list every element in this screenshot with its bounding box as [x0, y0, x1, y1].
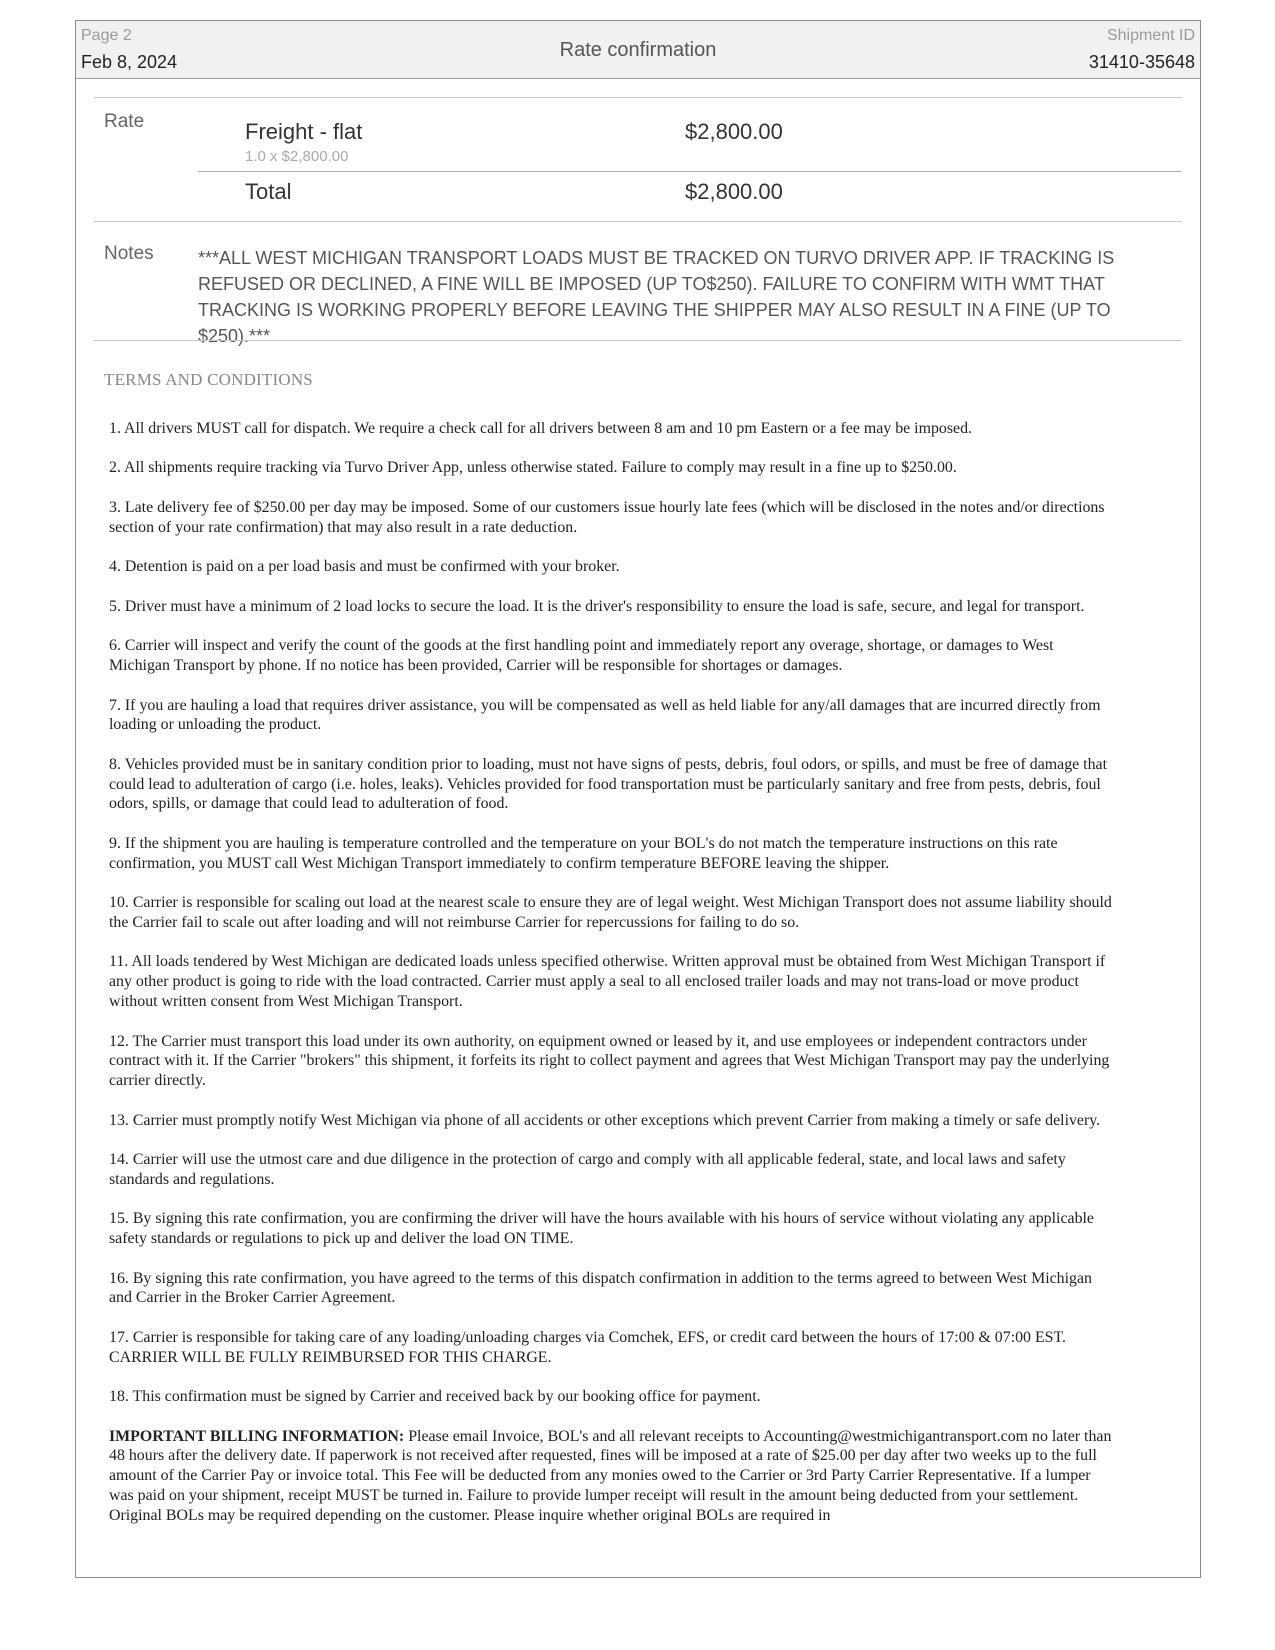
rate-confirmation-page	[75, 20, 1201, 1578]
rate-item-calc: 1.0 x $2,800.00	[245, 148, 349, 165]
total-label: Total	[245, 179, 292, 204]
term-item: 12. The Carrier must transport this load under its own authority, on equipment owned or leased by it, and use employees or independent contractors under contract with it. If the Carrier "brokers" this shipment, it forfeits its right to collect payment and agrees that West Michigan Transport may pay the underlying carrier directly.	[109, 1032, 1110, 1090]
total-amount: $2,800.00	[685, 179, 783, 204]
rate-label: Rate	[104, 111, 145, 132]
shipment-id-label: Shipment ID	[1106, 27, 1195, 44]
term-item: 15. By signing this rate confirmation, you are confirming the driver will have the hours available with his hours of service without violating any applicable safety standards or regulations to pick up and deliver the load ON TIME.	[109, 1210, 1094, 1248]
rate-item-name: Freight - flat	[245, 119, 363, 144]
terms-list	[109, 419, 1114, 1545]
divider	[94, 221, 1182, 222]
document-date: Feb 8, 2024	[81, 52, 178, 72]
notes-text: ***ALL WEST MICHIGAN TRANSPORT LOADS MUST BE TRACKED ON TURVO DRIVER APP. IF TRACKING IS REFUSED OR DECLINED, A FINE WILL BE IMPOSED (UP TO$250). FAILURE TO CONFIRM WITH WMT THAT TRACKING IS WORKING PROPERLY BEFORE LEAVING THE SHIPPER MAY ALSO RESULT IN A FINE (UP TO $250).***	[198, 248, 1115, 346]
page-header	[76, 21, 1200, 79]
billing-info-label: IMPORTANT BILLING INFORMATION:	[109, 1427, 405, 1445]
term-item: 1. All drivers MUST call for dispatch. We require a check call for all drivers between 8 am and 10 pm Eastern or a fee may be imposed.	[109, 420, 973, 437]
divider	[94, 97, 1182, 98]
shipment-id-value: 31410-35648	[1088, 52, 1195, 72]
term-item: 7. If you are hauling a load that requires driver assistance, you will be compensated as well as held liable for any/all damages that are incurred directly from loading or unloading the product.	[109, 696, 1101, 734]
notes-label: Notes	[104, 243, 154, 264]
term-item: 10. Carrier is responsible for scaling out load at the nearest scale to ensure they are of legal weight. West Michigan Transport does not assume liability should the Carrier fail to scale out after loading and will not reimburse Carrier for repercussions for failing to do so.	[109, 894, 1112, 931]
term-item: 9. If the shipment you are hauling is temperature controlled and the temperature on your BOL's do not match the temperature instructions on this rate confirmation, you MUST call West Michigan Transport immediately to confirm temperature BEFORE leaving the shipper.	[109, 834, 1058, 872]
term-item: 16. By signing this rate confirmation, you have agreed to the terms of this dispatch confirmation in addition to the terms agreed to between West Michigan and Carrier in the Broker Carrier Agreement.	[109, 1269, 1092, 1307]
term-item: 14. Carrier will use the utmost care and due diligence in the protection of cargo and comply with all applicable federal, state, and local laws and safety standards and regulations.	[109, 1151, 1066, 1188]
rate-item-amount: $2,800.00	[685, 119, 783, 144]
terms-heading: TERMS AND CONDITIONS	[104, 370, 313, 389]
term-item: 11. All loads tendered by West Michigan are dedicated loads unless specified otherwise. Written approval must be obtained from West Michigan Transport if any other product is going to ride with the load contracted. Carrier must apply a seal to all enclosed trailer loads and may not trans-load or move product without written consent from West Michigan Transport.	[109, 953, 1106, 1011]
term-item: 5. Driver must have a minimum of 2 load locks to secure the load. It is the driver's responsibility to ensure the load is safe, secure, and legal for transport.	[109, 597, 1085, 615]
divider	[94, 340, 1182, 341]
document-title: Rate confirmation	[559, 39, 717, 61]
term-item: 8. Vehicles provided must be in sanitary condition prior to loading, must not have signs of pests, debris, foul odors, or spills, and must be free of damage that could lead to adulteration of cargo (i.e. holes, leaks). Vehicles provided for food transportation must be particularly sanitary and free from pests, debris, foul odors, spills, or damage that could lead to adulteration of food.	[109, 755, 1107, 813]
term-item: 13. Carrier must promptly notify West Michigan via phone of all accidents or other exceptions which prevent Carrier from making a timely or safe delivery.	[109, 1111, 1101, 1129]
rate-divider	[198, 171, 1181, 172]
term-item: 2. All shipments require tracking via Turvo Driver App, unless otherwise stated. Failure to comply may result in a fine up to $250.00.	[109, 459, 957, 477]
term-item: 18. This confirmation must be signed by Carrier and received back by our booking office for payment.	[109, 1388, 761, 1406]
term-item: 17. Carrier is responsible for taking care of any loading/unloading charges via Comchek, EFS, or credit card between the hours of 17:00 & 07:00 EST. CARRIER WILL BE FULLY REIMBURSED FOR THIS CHARGE.	[109, 1328, 1067, 1366]
billing-info	[109, 1427, 1114, 1526]
page-number: Page 2	[81, 27, 132, 44]
term-item: 6. Carrier will inspect and verify the count of the goods at the first handling point and immediately report any overage, shortage, or damages to West Michigan Transport by phone. If no notice has been provided, Carrier will be responsible for shortages or damages.	[109, 637, 1054, 675]
billing-info-text: Please email Invoice, BOL's and all relevant receipts to Accounting@westmichigantransport.com no later than 48 hours after the delivery date. If paperwork is not received after requested, fines will be imposed at a rate of $25.00 per day after two weeks up to the full amount of the Carrier Pay or invoice total. This Fee will be deducted from any monies owed to the Carrier or 3rd Party Carrier Representative. If a lumper was paid on your shipment, receipt MUST be turned in. Failure to provide lumper receipt will result in the amount being deducted from your settlement. Original BOLs may be required depending on the customer. Please inquire whether original BOLs are required in	[109, 1427, 1112, 1524]
term-item: 3. Late delivery fee of $250.00 per day may be imposed. Some of our customers issue hourly late fees (which will be disclosed in the notes and/or directions section of your rate confirmation) that may also result in a rate deduction.	[109, 498, 1105, 536]
term-item: 4. Detention is paid on a per load basis and must be confirmed with your broker.	[109, 558, 620, 576]
